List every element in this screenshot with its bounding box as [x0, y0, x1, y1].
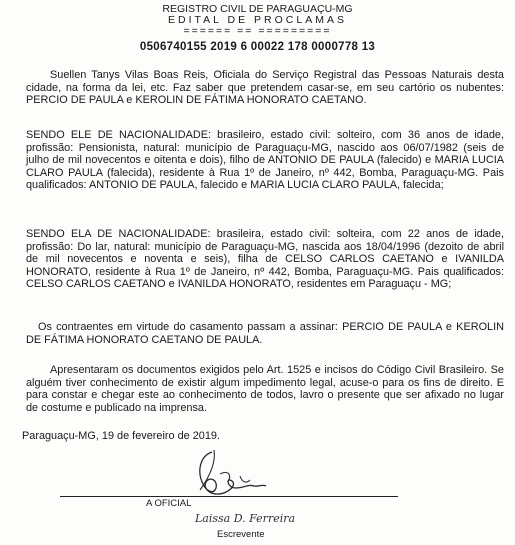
signer-title: Escrevente [217, 529, 265, 540]
signing-paragraph: Os contraentes em virtude do casamento passam a assinar: PERCIO DE PAULA e KEROLIN DE FÁTIMA HONORATO CAETANO DE PAULA. [26, 321, 504, 346]
bride-paragraph: SENDO ELA DE NACIONALIDADE: brasileira, estado civil: solteira, com 22 anos de idade, profissão: Do lar, natural: município de Paraguaçu-MG, nascida aos 18/04/1996 (dezoito de abril de mil novecentos e noventa e seis), filha de CELSO CARLOS CAETANO e IVANILDA HONORATO, residente à Rua 1º de Janeiro, nº 442, Bomba, Paraguaçu-MG. Pais qualificados: CELSO CARLOS CAETANO e IVANILDA HONORATO, residentes em Paraguaçu - MG; [26, 228, 504, 291]
signer-role: A OFICIAL [146, 498, 192, 509]
document-title: EDITAL DE PROCLAMAS [168, 14, 347, 26]
intro-paragraph: Suellen Tanys Vilas Boas Reis, Oficiala do Serviço Registral das Pessoas Naturais desta cidade, na forma da lei, etc. Faz saber que pretendem casar-se, em seu cartório os nubentes: PERCIO DE PAULA e KEROLIN DE FÁTIMA HONORATO CAETANO. [26, 69, 504, 107]
signer-name: Laissa D. Ferreira [195, 512, 296, 525]
closing-paragraph: Apresentaram os documentos exigidos pelo Art. 1525 e incisos do Código Civil Brasileiro. Se alguém tiver conhecimento de existir algum impedimento legal, acuse-o para os fins de direito. E para constar e chegar este ao conhecimento de todos, lavro o presente que ser afixado no lugar de costume e publicado na imprensa. [26, 364, 504, 414]
title-underline: ====== == ========= [183, 25, 332, 37]
protocol-number: 0506740155 2019 6 00022 178 0000778 13 [139, 41, 376, 53]
place-date: Paraguaçu-MG, 19 de fevereiro de 2019. [22, 430, 220, 442]
handwritten-signature [170, 446, 280, 502]
registry-name: REGISTRO CIVIL DE PARAGUAÇU-MG [162, 3, 353, 15]
groom-paragraph: SENDO ELE DE NACIONALIDADE: brasileiro, estado civil: solteiro, com 36 anos de idade, profissão: Pensionista, natural: município de Paraguaçu-MG, nascido aos 06/07/1982 (seis de julho de mil novecentos e oitenta e dois), filho de ANTONIO DE PAULA (falecido) e MARIA LUCIA CLARO PAULA (falecida), residente à Rua 1º de Janeiro, nº 442, Bomba, Paraguaçu-MG. Pais qualificados: ANTONIO DE PAULA, falecido e MARIA LUCIA CLARO PAULA, falecida; [26, 129, 504, 192]
signature-line [60, 496, 398, 497]
